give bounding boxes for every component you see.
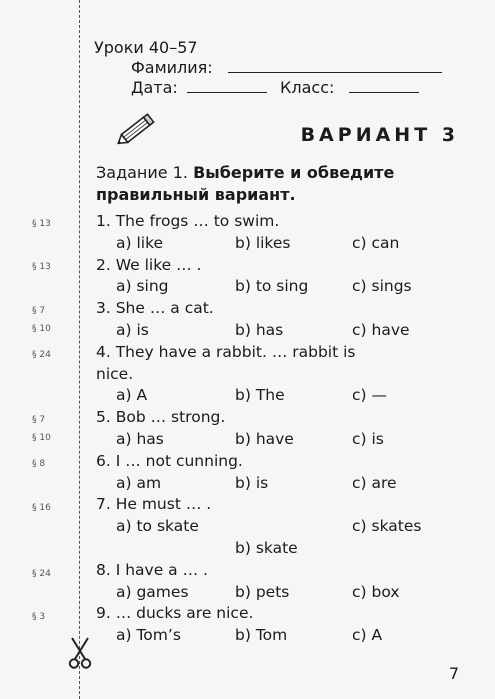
option-a[interactable]: a) has: [116, 429, 164, 448]
grammar-ref: § 13: [32, 262, 51, 272]
class-field[interactable]: [349, 78, 419, 93]
options-row: [96, 582, 476, 604]
page-number: 7: [448, 664, 459, 683]
task-instruction-part2: правильный вариант.: [96, 185, 296, 204]
option-a[interactable]: a) games: [116, 582, 189, 601]
cut-line: [79, 0, 80, 699]
option-c[interactable]: c) have: [352, 320, 410, 339]
option-b[interactable]: b) is: [235, 473, 269, 492]
option-c[interactable]: c) is: [352, 429, 384, 448]
question-text: 9. … ducks are nice.: [96, 604, 254, 623]
option-c[interactable]: c) skates: [352, 517, 422, 536]
option-a[interactable]: a) to skate: [116, 517, 199, 536]
date-class-row: [94, 78, 442, 98]
date-field[interactable]: [187, 78, 267, 93]
variant-title: ВАРИАНТ 3: [300, 124, 459, 146]
option-b[interactable]: b) has: [235, 320, 284, 339]
grammar-ref: § 24: [32, 350, 51, 360]
options-row: [96, 473, 476, 495]
option-a[interactable]: a) sing: [116, 277, 169, 296]
task-instruction-part1: Выберите и обведите: [193, 163, 395, 182]
options-row: [96, 233, 476, 255]
grammar-ref: § 10: [32, 433, 51, 443]
surname-label: Фамилия:: [131, 58, 213, 77]
grammar-ref: § 7: [32, 415, 46, 425]
question-text: 2. We like … .: [96, 255, 202, 274]
options-row: [96, 320, 476, 342]
option-a[interactable]: a) like: [116, 233, 164, 252]
question-text: 5. Bob … strong.: [96, 408, 226, 427]
pencil-icon: [112, 110, 162, 150]
question-text: 6. I … not cunning.: [96, 451, 243, 470]
option-a[interactable]: a) Tom’s: [116, 626, 181, 645]
option-c[interactable]: c) are: [352, 473, 397, 492]
question-text-continued: nice.: [96, 364, 134, 383]
task-label: Задание 1.: [96, 163, 188, 182]
scissors-icon: [68, 636, 92, 670]
option-c[interactable]: c) box: [352, 582, 400, 601]
option-a[interactable]: a) A: [116, 386, 148, 405]
options-row: [96, 385, 476, 407]
option-c[interactable]: c) can: [352, 233, 400, 252]
options-row: [96, 516, 476, 538]
option-c[interactable]: c) A: [352, 626, 383, 645]
question-text: 1. The frogs … to swim.: [96, 212, 280, 230]
question-text: 7. He must … .: [96, 495, 212, 514]
options-row: [96, 276, 476, 298]
option-a[interactable]: a) is: [116, 320, 149, 339]
grammar-ref: § 8: [32, 459, 46, 469]
option-c[interactable]: c) sings: [352, 277, 412, 296]
option-b[interactable]: b) Tom: [235, 626, 288, 645]
options-row: [96, 625, 476, 647]
options-row-continued: [96, 538, 476, 560]
date-label: Дата:: [131, 78, 178, 97]
options-row: [96, 429, 476, 451]
questions-list: [96, 211, 476, 647]
question-text: 3. She … a cat.: [96, 299, 214, 318]
task-instruction: [96, 162, 466, 206]
option-b[interactable]: b) likes: [235, 233, 291, 252]
option-c[interactable]: c) —: [352, 386, 387, 405]
question-text: 4. They have a rabbit. … rabbit is: [96, 342, 356, 361]
surname-row: [94, 58, 442, 78]
grammar-ref: § 7: [32, 306, 46, 316]
option-a[interactable]: a) am: [116, 473, 162, 492]
lessons-title: Уроки 40–57: [94, 38, 198, 57]
grammar-ref: § 3: [32, 612, 46, 622]
option-b[interactable]: b) have: [235, 429, 294, 448]
surname-field[interactable]: [228, 58, 442, 73]
question-text: 8. I have a … .: [96, 560, 208, 579]
grammar-ref: § 24: [32, 569, 51, 579]
option-b[interactable]: b) to sing: [235, 277, 309, 296]
grammar-ref: § 16: [32, 503, 51, 513]
option-b[interactable]: b) skate: [235, 538, 298, 557]
class-label: Класс:: [280, 78, 335, 97]
student-info-header: [94, 38, 442, 98]
option-b[interactable]: b) pets: [235, 582, 290, 601]
grammar-ref: § 10: [32, 324, 51, 334]
grammar-ref: § 13: [32, 219, 51, 229]
option-b[interactable]: b) The: [235, 386, 285, 405]
